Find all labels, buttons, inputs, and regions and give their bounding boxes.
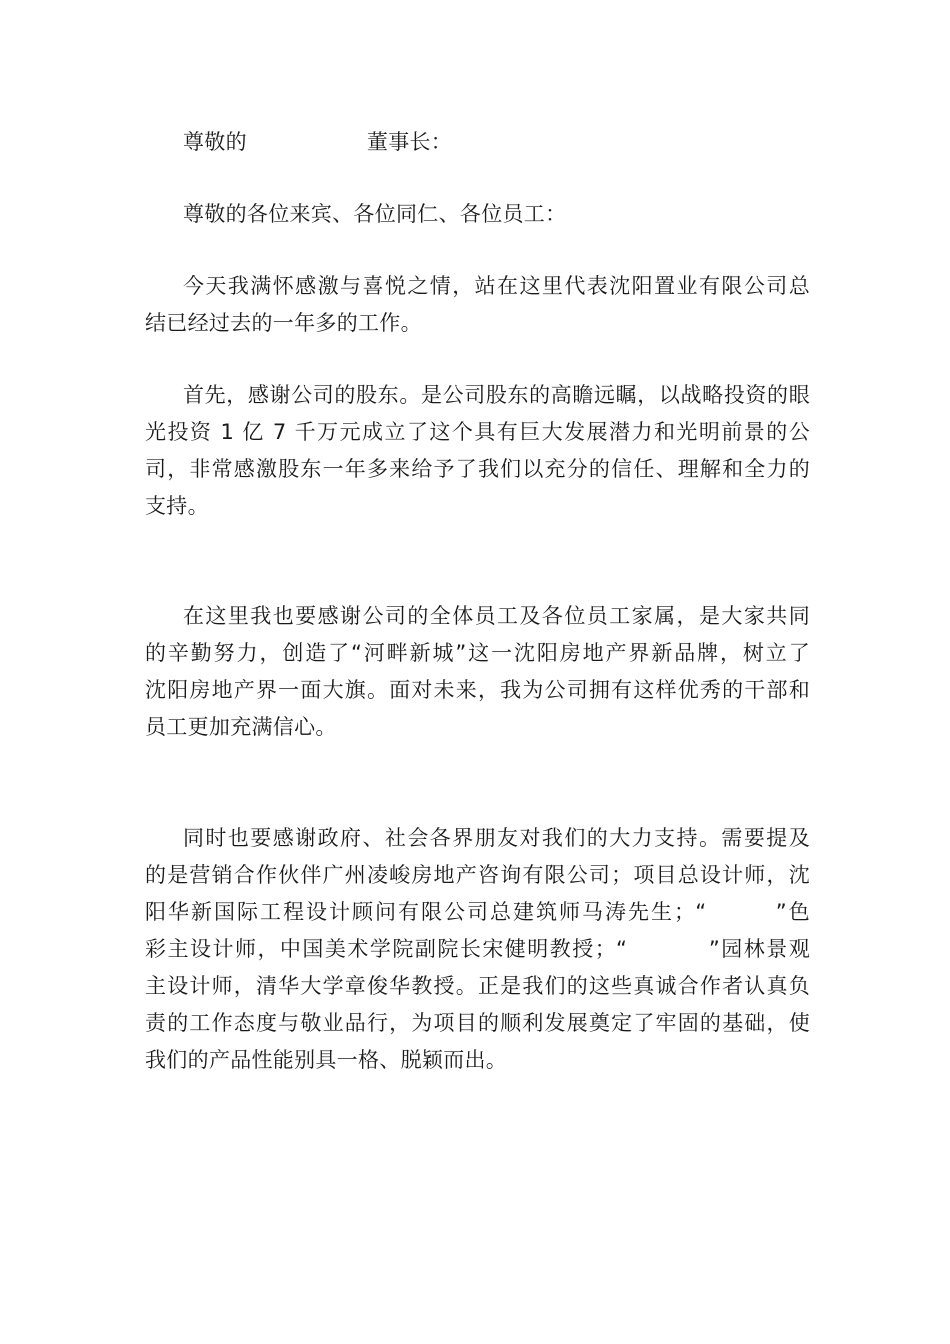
salutation-title: 董事长： — [366, 130, 453, 154]
salutation-line — [145, 124, 810, 161]
paragraph-line: 责的工作态度与敬业品行，为项目的顺利发展奠定了牢固的基础，使 — [145, 1011, 810, 1035]
paragraph-3 — [145, 598, 810, 746]
paragraph-line: 光投资 1 亿 7 千万元成立了这个具有巨大发展潜力和光明前景的公 — [145, 420, 810, 444]
paragraph-line: 的辛勤努力，创造了“河畔新城”这一沈阳房地产界新品牌，树立了 — [145, 641, 810, 665]
paragraph-line: 沈阳房地产界一面大旗。面对未来，我为公司拥有这样优秀的干部和 — [145, 678, 810, 702]
paragraph-line: 今天我满怀感激与喜悦之情，站在这里代表沈阳置业有限公司总 — [183, 274, 810, 298]
paragraph-line: 司，非常感激股东一年多来给予了我们以充分的信任、理解和全力的 — [145, 457, 810, 481]
paragraph-line: 员工更加充满信心。 — [145, 715, 337, 739]
paragraph-line: 我们的产品性能别具一格、脱颖而出。 — [145, 1048, 508, 1072]
paragraph-line: 主设计师，清华大学章俊华教授。正是我们的这些真诚合作者认真负 — [145, 974, 810, 998]
paragraph-line: 同时也要感谢政府、社会各界朋友对我们的大力支持。需要提及 — [183, 826, 810, 850]
greeting-line: 尊敬的各位来宾、各位同仁、各位员工： — [183, 202, 567, 226]
paragraph-1 — [145, 268, 810, 342]
greeting — [145, 196, 810, 233]
paragraph-line: 首先，感谢公司的股东。是公司股东的高瞻远瞩，以战略投资的眼 — [183, 383, 810, 407]
paragraph-line: 在这里我也要感谢公司的全体员工及各位员工家属，是大家共同 — [183, 604, 810, 628]
paragraph-4 — [145, 820, 810, 1079]
paragraph-line: 阳华新国际工程设计顾问有限公司总建筑师马涛先生；“ ”色 — [145, 900, 810, 924]
salutation-prefix: 尊敬的 — [183, 130, 247, 154]
paragraph-line: 结已经过去的一年多的工作。 — [145, 311, 422, 335]
salutation — [145, 124, 810, 161]
paragraph-line: 的是营销合作伙伴广州凌峻房地产咨询有限公司；项目总设计师，沈 — [145, 863, 810, 887]
paragraph-line: 支持。 — [145, 494, 209, 518]
paragraph-2 — [145, 377, 810, 525]
paragraph-line: 彩主设计师，中国美术学院副院长宋健明教授；“ ”园林景观 — [145, 937, 810, 961]
